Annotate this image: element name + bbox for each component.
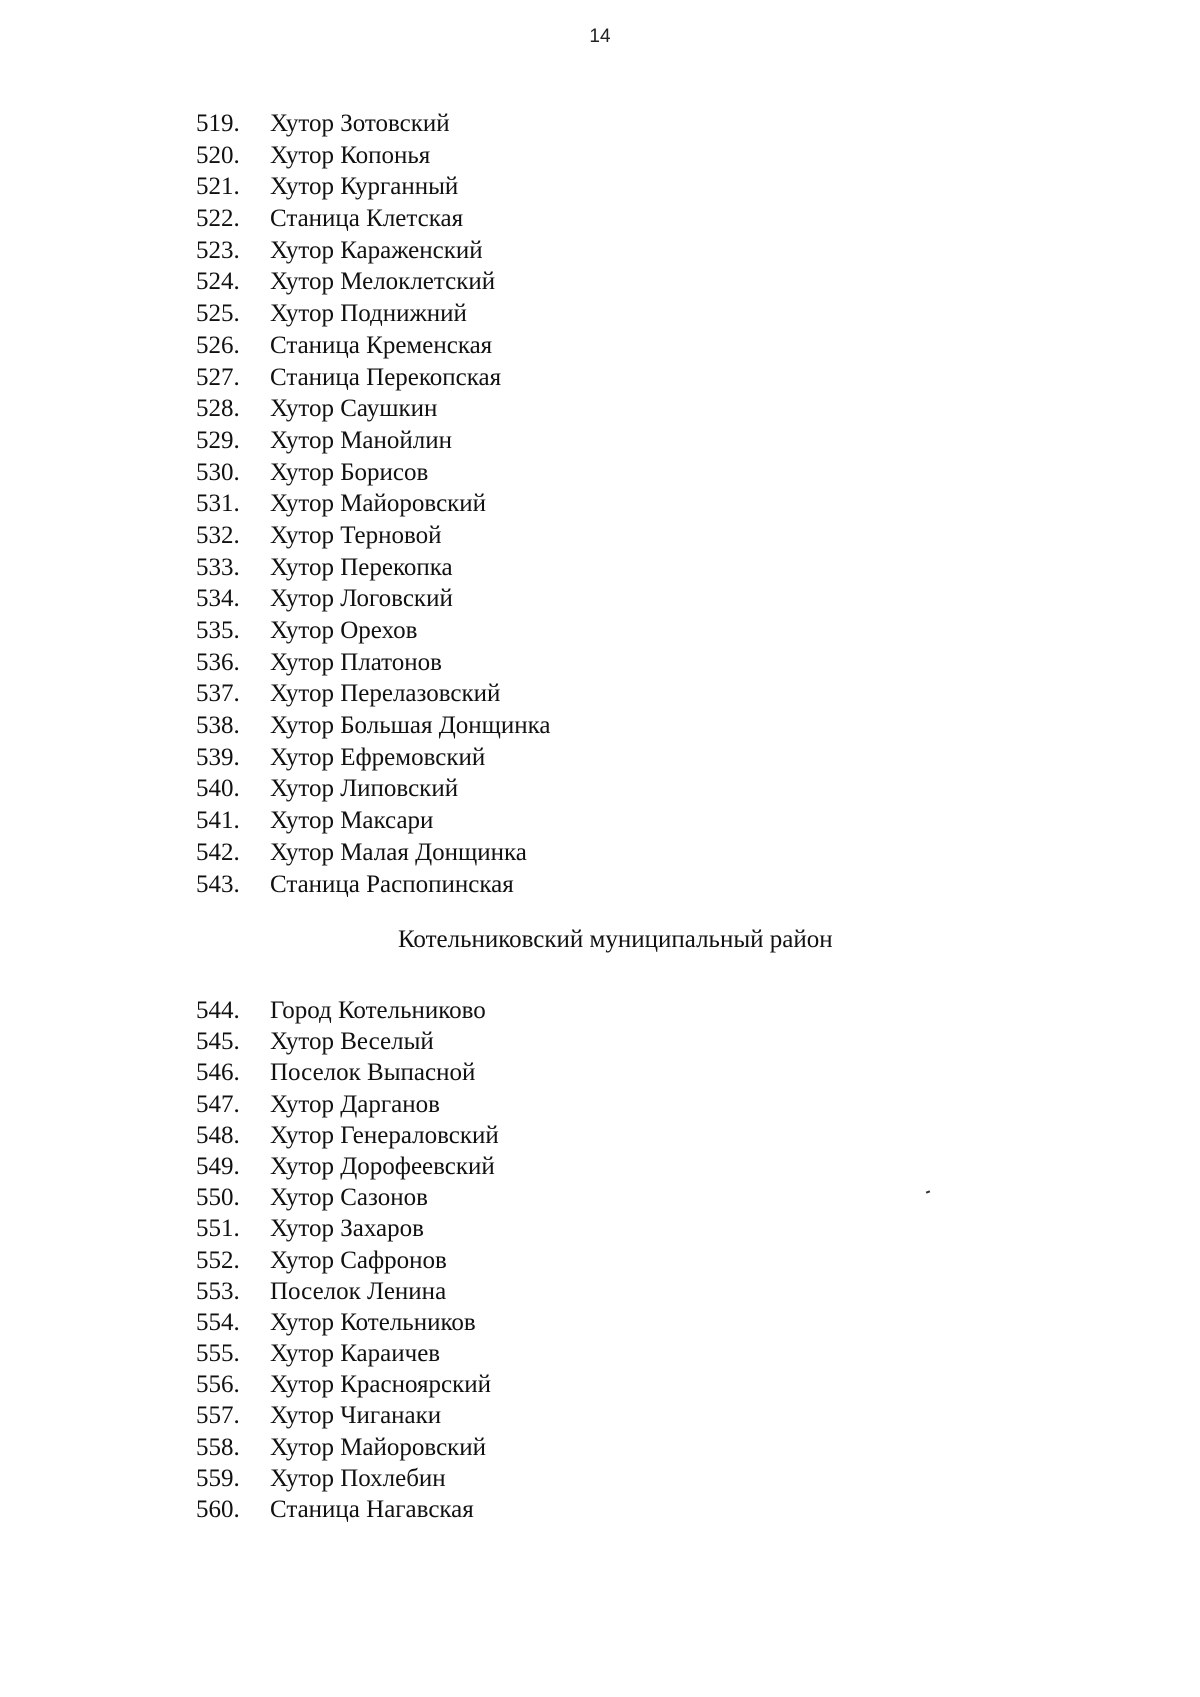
item-name: Поселок Ленина	[270, 1277, 447, 1305]
item-name: Хутор Максари	[270, 807, 434, 835]
list-item	[196, 1432, 499, 1463]
item-name: Хутор Орехов	[270, 617, 418, 644]
item-name: Хутор Караженский	[270, 236, 483, 264]
item-number: 522.	[196, 205, 240, 233]
item-number: 555.	[196, 1340, 240, 1368]
item-number: 544.	[196, 997, 240, 1024]
list-item	[196, 520, 551, 552]
item-name: Хутор Борисов	[270, 458, 429, 486]
item-name: Хутор Манойлин	[270, 426, 453, 454]
item-name: Станица Распопинская	[270, 870, 514, 898]
item-name: Хутор Большая Донщинка	[270, 712, 551, 740]
item-name: Хутор Майоровский	[270, 1433, 487, 1461]
item-name: Хутор Курганный	[270, 173, 459, 201]
item-name: Хутор Похлебин	[270, 1464, 446, 1492]
item-number: 523.	[196, 236, 240, 264]
item-number: 529.	[196, 426, 240, 454]
item-name: Хутор Ефремовский	[270, 743, 486, 771]
list-item	[196, 742, 551, 774]
item-number: 533.	[196, 553, 240, 581]
list-item	[196, 678, 551, 710]
item-name: Хутор Дорофеевский	[270, 1152, 495, 1180]
item-name: Хутор Перелазовский	[270, 680, 501, 708]
item-number: 551.	[196, 1215, 240, 1243]
item-name: Хутор Малая Донщинка	[270, 838, 527, 866]
item-number: 556.	[196, 1371, 240, 1399]
item-name: Хутор Зотовский	[270, 110, 450, 137]
list-item	[196, 1369, 499, 1400]
item-name: Хутор Терновой	[270, 521, 442, 549]
item-number: 539.	[196, 743, 240, 771]
list-item	[196, 1276, 499, 1307]
list-item	[196, 1245, 499, 1276]
item-name: Хутор Мелоклетский	[270, 268, 496, 296]
list-item	[196, 1057, 499, 1088]
item-number: 542.	[196, 838, 240, 866]
list-item	[196, 266, 551, 298]
item-name: Хутор Котельников	[270, 1308, 476, 1336]
item-name: Хутор Копонья	[270, 141, 431, 169]
item-number: 530.	[196, 458, 240, 486]
list-item	[196, 171, 551, 203]
item-number: 524.	[196, 268, 240, 296]
list-item	[196, 1494, 499, 1525]
item-number: 520.	[196, 141, 240, 169]
item-name: Хутор Караичев	[270, 1340, 441, 1368]
item-number: 531.	[196, 490, 240, 518]
list-item	[196, 552, 551, 584]
list-item	[196, 457, 551, 489]
item-number: 534.	[196, 585, 240, 613]
list-item	[196, 1182, 499, 1213]
settlement-list-top	[196, 108, 551, 900]
item-number: 550.	[196, 1184, 240, 1212]
list-item	[196, 1463, 499, 1494]
item-number: 525.	[196, 300, 240, 328]
list-item	[196, 837, 551, 869]
list-item	[196, 235, 551, 267]
item-number: 552.	[196, 1246, 240, 1274]
page-number: 14	[589, 26, 611, 47]
item-name: Хутор Красноярский	[270, 1371, 491, 1399]
item-name: Хутор Логовский	[270, 585, 453, 613]
item-name: Станица Нагавская	[270, 1496, 474, 1523]
item-number: 543.	[196, 870, 240, 898]
list-item	[196, 647, 551, 679]
item-name: Станица Кременская	[270, 331, 493, 359]
list-item	[196, 108, 551, 140]
item-name: Хутор Дарганов	[270, 1090, 440, 1118]
list-item	[196, 393, 551, 425]
item-name: Хутор Липовский	[270, 775, 459, 803]
item-number: 547.	[196, 1090, 240, 1118]
scan-speck	[926, 1190, 930, 1193]
item-number: 554.	[196, 1308, 240, 1336]
item-number: 545.	[196, 1028, 240, 1056]
item-number: 560.	[196, 1496, 240, 1523]
item-name: Станица Перекопская	[270, 363, 502, 391]
list-item	[196, 869, 551, 901]
item-name: Хутор Веселый	[270, 1028, 434, 1056]
item-number: 559.	[196, 1464, 240, 1492]
item-name: Хутор Поднижний	[270, 300, 467, 328]
item-number: 521.	[196, 173, 240, 201]
item-name: Город Котельниково	[270, 997, 486, 1024]
list-item	[196, 1400, 499, 1431]
item-name: Хутор Генераловский	[270, 1121, 499, 1149]
list-item	[196, 1307, 499, 1338]
item-name: Хутор Сазонов	[270, 1184, 428, 1212]
list-item	[196, 140, 551, 172]
section-heading: Котельниковский муниципальный район	[398, 926, 833, 953]
item-number: 532.	[196, 521, 240, 549]
item-number: 546.	[196, 1059, 240, 1087]
item-number: 549.	[196, 1152, 240, 1180]
item-number: 548.	[196, 1121, 240, 1149]
item-name: Хутор Сафронов	[270, 1246, 447, 1274]
list-item	[196, 298, 551, 330]
list-item	[196, 1120, 499, 1151]
list-item	[196, 488, 551, 520]
item-number: 557.	[196, 1402, 240, 1430]
list-item	[196, 1213, 499, 1244]
item-number: 528.	[196, 395, 240, 423]
item-number: 519.	[196, 110, 240, 137]
list-item	[196, 1089, 499, 1120]
item-number: 536.	[196, 648, 240, 676]
item-number: 541.	[196, 807, 240, 835]
list-item	[196, 710, 551, 742]
item-number: 540.	[196, 775, 240, 803]
list-item	[196, 1151, 499, 1182]
item-name: Хутор Перекопка	[270, 553, 453, 581]
item-name: Станица Клетская	[270, 205, 464, 233]
list-item	[196, 330, 551, 362]
item-number: 553.	[196, 1277, 240, 1305]
list-item	[196, 615, 551, 647]
list-item	[196, 773, 551, 805]
item-number: 558.	[196, 1433, 240, 1461]
list-item	[196, 1338, 499, 1369]
item-number: 538.	[196, 712, 240, 740]
list-item	[196, 362, 551, 394]
settlement-list-bottom	[196, 995, 499, 1525]
item-name: Хутор Чиганаки	[270, 1402, 442, 1430]
item-number: 526.	[196, 331, 240, 359]
item-number: 535.	[196, 617, 240, 644]
item-name: Хутор Майоровский	[270, 490, 487, 518]
list-item	[196, 1026, 499, 1057]
item-name: Хутор Саушкин	[270, 395, 438, 423]
list-item	[196, 805, 551, 837]
list-item	[196, 425, 551, 457]
list-item	[196, 203, 551, 235]
list-item	[196, 583, 551, 615]
item-name: Хутор Платонов	[270, 648, 442, 676]
item-name: Поселок Выпасной	[270, 1059, 476, 1087]
item-number: 537.	[196, 680, 240, 708]
item-name: Хутор Захаров	[270, 1215, 424, 1243]
item-number: 527.	[196, 363, 240, 391]
list-item	[196, 995, 499, 1026]
